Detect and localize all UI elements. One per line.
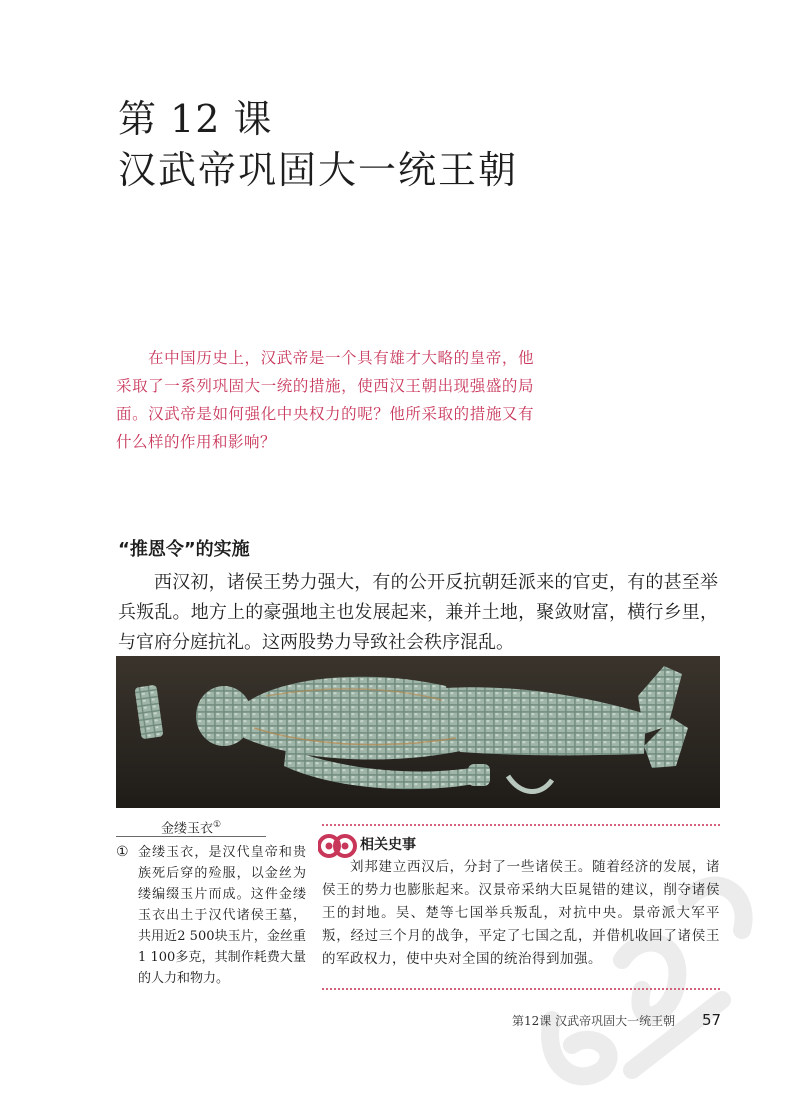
figure-caption-footnote-mark: ①: [212, 820, 222, 830]
related-box-top-divider: [322, 824, 720, 826]
footnote-mark: ①: [116, 844, 129, 860]
jade-burial-suit-photo: [116, 656, 720, 808]
section-heading: “推恩令”的实施: [118, 539, 250, 560]
footnote-text: 金缕玉衣，是汉代皇帝和贵族死后穿的殓服，以金丝为缕编缀玉片而成。这件金缕玉衣出土于汉代诸侯王墓，共用近2 500块玉片，金丝重1 100多克，其制作耗费大量的人力和物力。: [138, 845, 306, 986]
footer-lesson-title: 第12课 汉武帝巩固大一统王朝: [512, 1014, 676, 1028]
figure-caption: [116, 816, 266, 838]
footnote: [116, 842, 306, 989]
related-box-text: 刘邦建立西汉后，分封了一些诸侯王。随着经济的发展，诸侯王的势力也膨胀起来。汉景帝采纳大臣晁错的建议，削夺诸侯王的封地。吴、楚等七国举兵叛乱，对抗中央。景帝派大军平叛，经过三个月的战争，平定了七国之乱，并借机收回了诸侯王的军政权力，使中央对全国的统治得到加强。: [322, 859, 720, 967]
related-box-title: 相关史事: [360, 837, 416, 853]
section-paragraph: 西汉初，诸侯王势力强大，有的公开反抗朝廷派来的官吏，有的甚至举兵叛乱。地方上的豪强地主也发展起来，兼并土地，聚敛财富，横行乡里，与官府分庭抗礼。这两股势力导致社会秩序混乱。: [118, 572, 718, 653]
related-box-bottom-divider: [322, 988, 720, 990]
intro-paragraph: 在中国历史上，汉武帝是一个具有雄才大略的皇帝，他采取了一系列巩固大一统的措施，使西汉王朝出现强盛的局面。汉武帝是如何强化中央权力的呢？他所采取的措施又有什么样的作用和影响？: [116, 349, 534, 451]
lesson-number: 第 12 课: [118, 97, 273, 141]
caption-divider: [116, 836, 266, 837]
figure-caption-text: 金缕玉衣: [160, 821, 213, 837]
lesson-title: 汉武帝巩固大一统王朝: [118, 148, 519, 192]
page-number: 57: [702, 1011, 722, 1029]
